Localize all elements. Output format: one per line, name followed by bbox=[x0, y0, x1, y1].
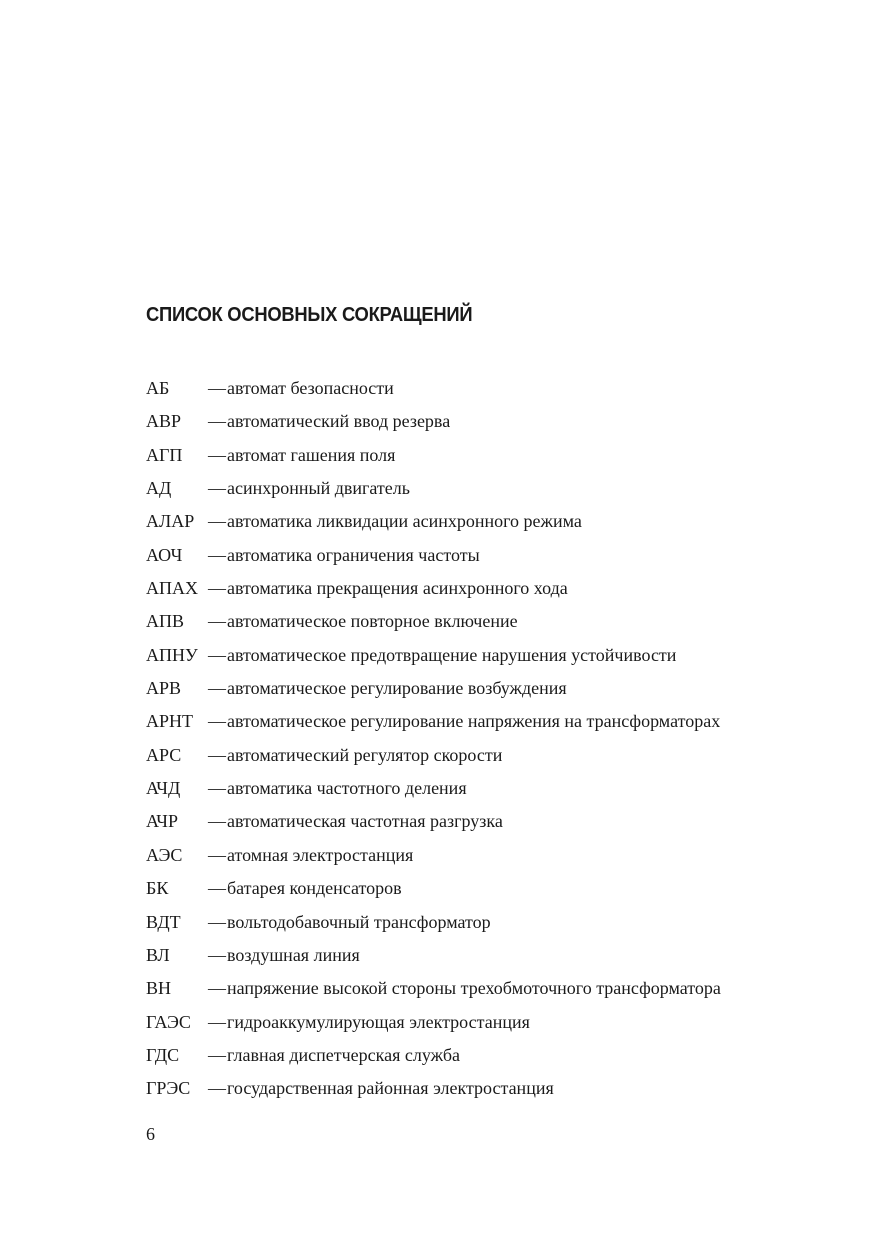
abbreviation: ВЛ bbox=[146, 944, 170, 965]
dash: — bbox=[208, 544, 226, 565]
definition: главная диспетчерская служба bbox=[227, 1044, 460, 1065]
abbreviation: ВН bbox=[146, 978, 172, 999]
definition: автоматическое регулирование возбуждения bbox=[227, 678, 567, 699]
dash: — bbox=[208, 444, 226, 465]
definition: автоматика ликвидации асинхронного режима bbox=[227, 511, 582, 532]
dash: — bbox=[208, 911, 226, 932]
definition: автомат безопасности bbox=[227, 378, 394, 398]
abbreviation: АГП bbox=[146, 444, 183, 465]
definition: гидроаккумулирующая электростанция bbox=[227, 1011, 530, 1032]
dash: — bbox=[208, 611, 226, 632]
abbreviation: ГАЭС bbox=[146, 1011, 191, 1032]
definition: напряжение высокой стороны трехобмоточного трансформатора bbox=[227, 978, 721, 999]
abbreviation: АБ bbox=[146, 378, 170, 398]
abbreviation: АПВ bbox=[146, 611, 185, 632]
dash: — bbox=[208, 411, 226, 432]
definition: автоматический регулятор скорости bbox=[227, 744, 503, 765]
abbreviation: АЧД bbox=[146, 778, 181, 799]
definition: асинхронный двигатель bbox=[227, 478, 410, 499]
definition: автоматическое предотвращение нарушения устойчивости bbox=[227, 644, 677, 665]
definition: батарея конденсаторов bbox=[227, 878, 402, 899]
abbreviation: АВР bbox=[146, 411, 182, 432]
definition: автоматическое повторное включение bbox=[227, 611, 518, 632]
definition: вольтодобавочный трансформатор bbox=[227, 911, 491, 932]
page-number: 6 bbox=[146, 1124, 155, 1144]
definition: автоматическое регулирование напряжения на трансформаторах bbox=[227, 711, 721, 732]
dash: — bbox=[208, 878, 226, 899]
dash: — bbox=[208, 678, 226, 699]
definition: автоматика прекращения асинхронного хода bbox=[227, 578, 568, 599]
dash: — bbox=[208, 511, 226, 532]
dash: — bbox=[208, 811, 226, 832]
page-title: СПИСОК ОСНОВНЫХ СОКРАЩЕНИЙ bbox=[146, 304, 473, 326]
definition: автомат гашения поля bbox=[227, 444, 396, 465]
definition: атомная электростанция bbox=[227, 844, 414, 865]
abbreviation: АЭС bbox=[146, 844, 183, 865]
abbreviation: АПНУ bbox=[146, 644, 198, 665]
abbreviation: АРВ bbox=[146, 678, 182, 699]
dash: — bbox=[208, 1011, 226, 1032]
abbreviation: АРС bbox=[146, 744, 182, 765]
abbreviation: АПАХ bbox=[146, 578, 198, 599]
definition: государственная районная электростанция bbox=[227, 1078, 554, 1099]
definition: автоматическая частотная разгрузка bbox=[227, 811, 503, 832]
dash: — bbox=[208, 711, 226, 732]
dash: — bbox=[208, 944, 226, 965]
abbreviation: ГДС bbox=[146, 1044, 180, 1065]
dash: — bbox=[208, 778, 226, 799]
dash: — bbox=[208, 844, 226, 865]
dash: — bbox=[208, 978, 226, 999]
abbreviation: АОЧ bbox=[146, 544, 183, 565]
definition: автоматика ограничения частоты bbox=[227, 544, 480, 565]
dash: — bbox=[208, 478, 226, 499]
definition: автоматика частотного деления bbox=[227, 778, 467, 799]
abbreviation: АРНТ bbox=[146, 711, 194, 732]
abbreviation: АД bbox=[146, 478, 172, 499]
dash: — bbox=[208, 1078, 226, 1099]
abbreviation: ВДТ bbox=[146, 911, 181, 932]
dash: — bbox=[208, 744, 226, 765]
dash: — bbox=[208, 578, 226, 599]
abbreviation: АЛАР bbox=[146, 511, 195, 532]
abbreviation: ГРЭС bbox=[146, 1078, 191, 1099]
abbreviation: БК bbox=[146, 878, 169, 899]
dash: — bbox=[208, 1044, 226, 1065]
dash: — bbox=[208, 644, 226, 665]
definition: автоматический ввод резерва bbox=[227, 411, 451, 432]
definition: воздушная линия bbox=[227, 944, 360, 965]
dash: — bbox=[208, 378, 226, 398]
abbreviation: АЧР bbox=[146, 811, 178, 832]
